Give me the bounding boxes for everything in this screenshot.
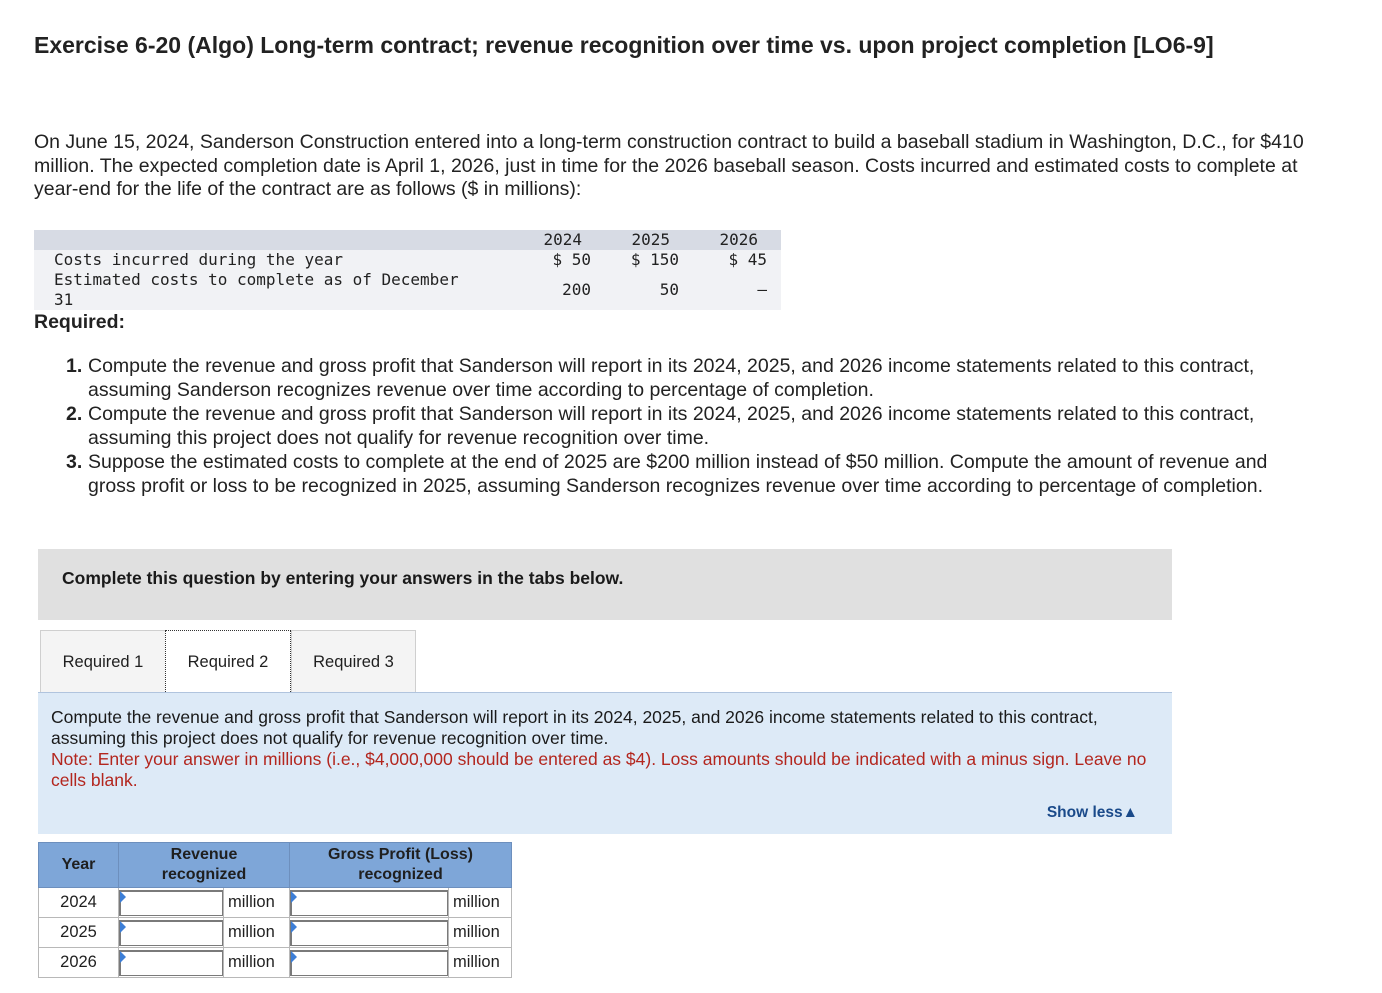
requirements-list <box>66 354 1296 498</box>
required-heading: Required: <box>34 311 126 333</box>
gross-profit-header-line2: recognized <box>358 866 443 883</box>
panel-question: Compute the revenue and gross profit that Sanderson will report in its 2024, 2025, and 2026 income statements related to this contract, assuming this project does not qualify for revenue recognition over time. <box>51 707 1098 748</box>
costs-row-label: Estimated costs to complete as of December <box>54 270 459 289</box>
requirement-number: 2. <box>66 403 83 425</box>
gross-profit-cell <box>290 948 449 978</box>
requirement-number: 1. <box>66 355 83 377</box>
costs-cell: $ 150 <box>630 250 679 269</box>
year-cell: 2025 <box>39 918 119 948</box>
revenue-input[interactable] <box>119 950 223 976</box>
requirement-text: Compute the revenue and gross profit that Sanderson will report in its 2024, 2025, and 2026 income statements related to this contract, assuming this project does not qualify for revenue recognition over time. <box>88 403 1255 449</box>
unit-label: million <box>224 888 290 918</box>
exercise-title: Exercise 6-20 (Algo) Long-term contract; revenue recognition over time vs. upon project completion [LO6-9] <box>34 32 1214 58</box>
complete-instructions-box <box>38 549 1172 620</box>
revenue-input[interactable] <box>119 890 223 916</box>
unit-label: million <box>449 888 512 918</box>
revenue-cell <box>119 918 224 948</box>
costs-year-header: 2026 <box>719 230 758 249</box>
unit-label: million <box>449 918 512 948</box>
revenue-header-line2: recognized <box>161 866 247 883</box>
tab-required-3[interactable]: Required 3 <box>291 630 416 692</box>
year-header: Year <box>39 843 119 888</box>
revenue-header <box>119 843 290 888</box>
costs-cell: 50 <box>659 280 679 299</box>
requirement-item <box>66 450 1296 498</box>
requirement-item <box>66 402 1296 450</box>
tab-required-2[interactable]: Required 2 <box>165 630 291 692</box>
requirement-text: Compute the revenue and gross profit that Sanderson will report in its 2024, 2025, and 2026 income statements related to this contract, assuming Sanderson recognizes revenue over time according to percentage of completion. <box>88 355 1255 401</box>
panel-note: Note: Enter your answer in millions (i.e., $4,000,000 should be entered as $4). Loss amounts should be indicated with a minus sign. Leave no cells blank. <box>51 749 1147 790</box>
requirement-item <box>66 354 1296 402</box>
gross-profit-header-line1: Gross Profit (Loss) <box>328 846 473 863</box>
tab-panel <box>38 693 1172 834</box>
unit-label: million <box>449 948 512 978</box>
gross-profit-header <box>290 843 512 888</box>
revenue-header-line1: Revenue <box>170 846 238 863</box>
year-cell: 2026 <box>39 948 119 978</box>
tab-required-1[interactable]: Required 1 <box>40 630 165 692</box>
gross-profit-cell <box>290 918 449 948</box>
unit-label: million <box>224 948 290 978</box>
revenue-cell <box>119 888 224 918</box>
costs-year-header: 2024 <box>543 230 582 249</box>
costs-cell: $ 50 <box>552 250 591 269</box>
costs-cell: 200 <box>562 280 591 299</box>
costs-cell: $ 45 <box>728 250 767 269</box>
answer-table <box>38 842 512 978</box>
table-row <box>39 918 512 948</box>
complete-instructions: Complete this question by entering your answers in the tabs below. <box>62 568 624 588</box>
requirement-text: Suppose the estimated costs to complete at the end of 2025 are $200 million instead of $50 million. Compute the amount of revenue and gross profit or loss to be recognized in 2025, assuming Sanderson recognizes revenue over time according to percentage of completion. <box>88 451 1268 497</box>
costs-table <box>34 230 781 310</box>
revenue-input[interactable] <box>119 920 223 946</box>
gross-profit-input[interactable] <box>290 890 448 916</box>
costs-row-label-cont: 31 <box>54 290 74 309</box>
requirement-number: 3. <box>66 451 83 473</box>
year-cell: 2024 <box>39 888 119 918</box>
unit-label: million <box>224 918 290 948</box>
table-row <box>39 948 512 978</box>
costs-cell: – <box>757 280 767 299</box>
show-less-link[interactable]: Show less▲ <box>1046 804 1138 821</box>
gross-profit-input[interactable] <box>290 920 448 946</box>
table-row <box>39 888 512 918</box>
costs-row-label: Costs incurred during the year <box>54 250 343 269</box>
gross-profit-cell <box>290 888 449 918</box>
intro-paragraph: On June 15, 2024, Sanderson Construction entered into a long-term construction contract to build a baseball stadium in Washington, D.C., for $410 million. The expected completion date is April 1, 2026, just in time for the 2026 baseball season. Costs incurred and estimated costs to complete at year-end for the life of the contract are as follows ($ in millions): <box>34 131 1304 200</box>
revenue-cell <box>119 948 224 978</box>
gross-profit-input[interactable] <box>290 950 448 976</box>
costs-year-header: 2025 <box>631 230 670 249</box>
